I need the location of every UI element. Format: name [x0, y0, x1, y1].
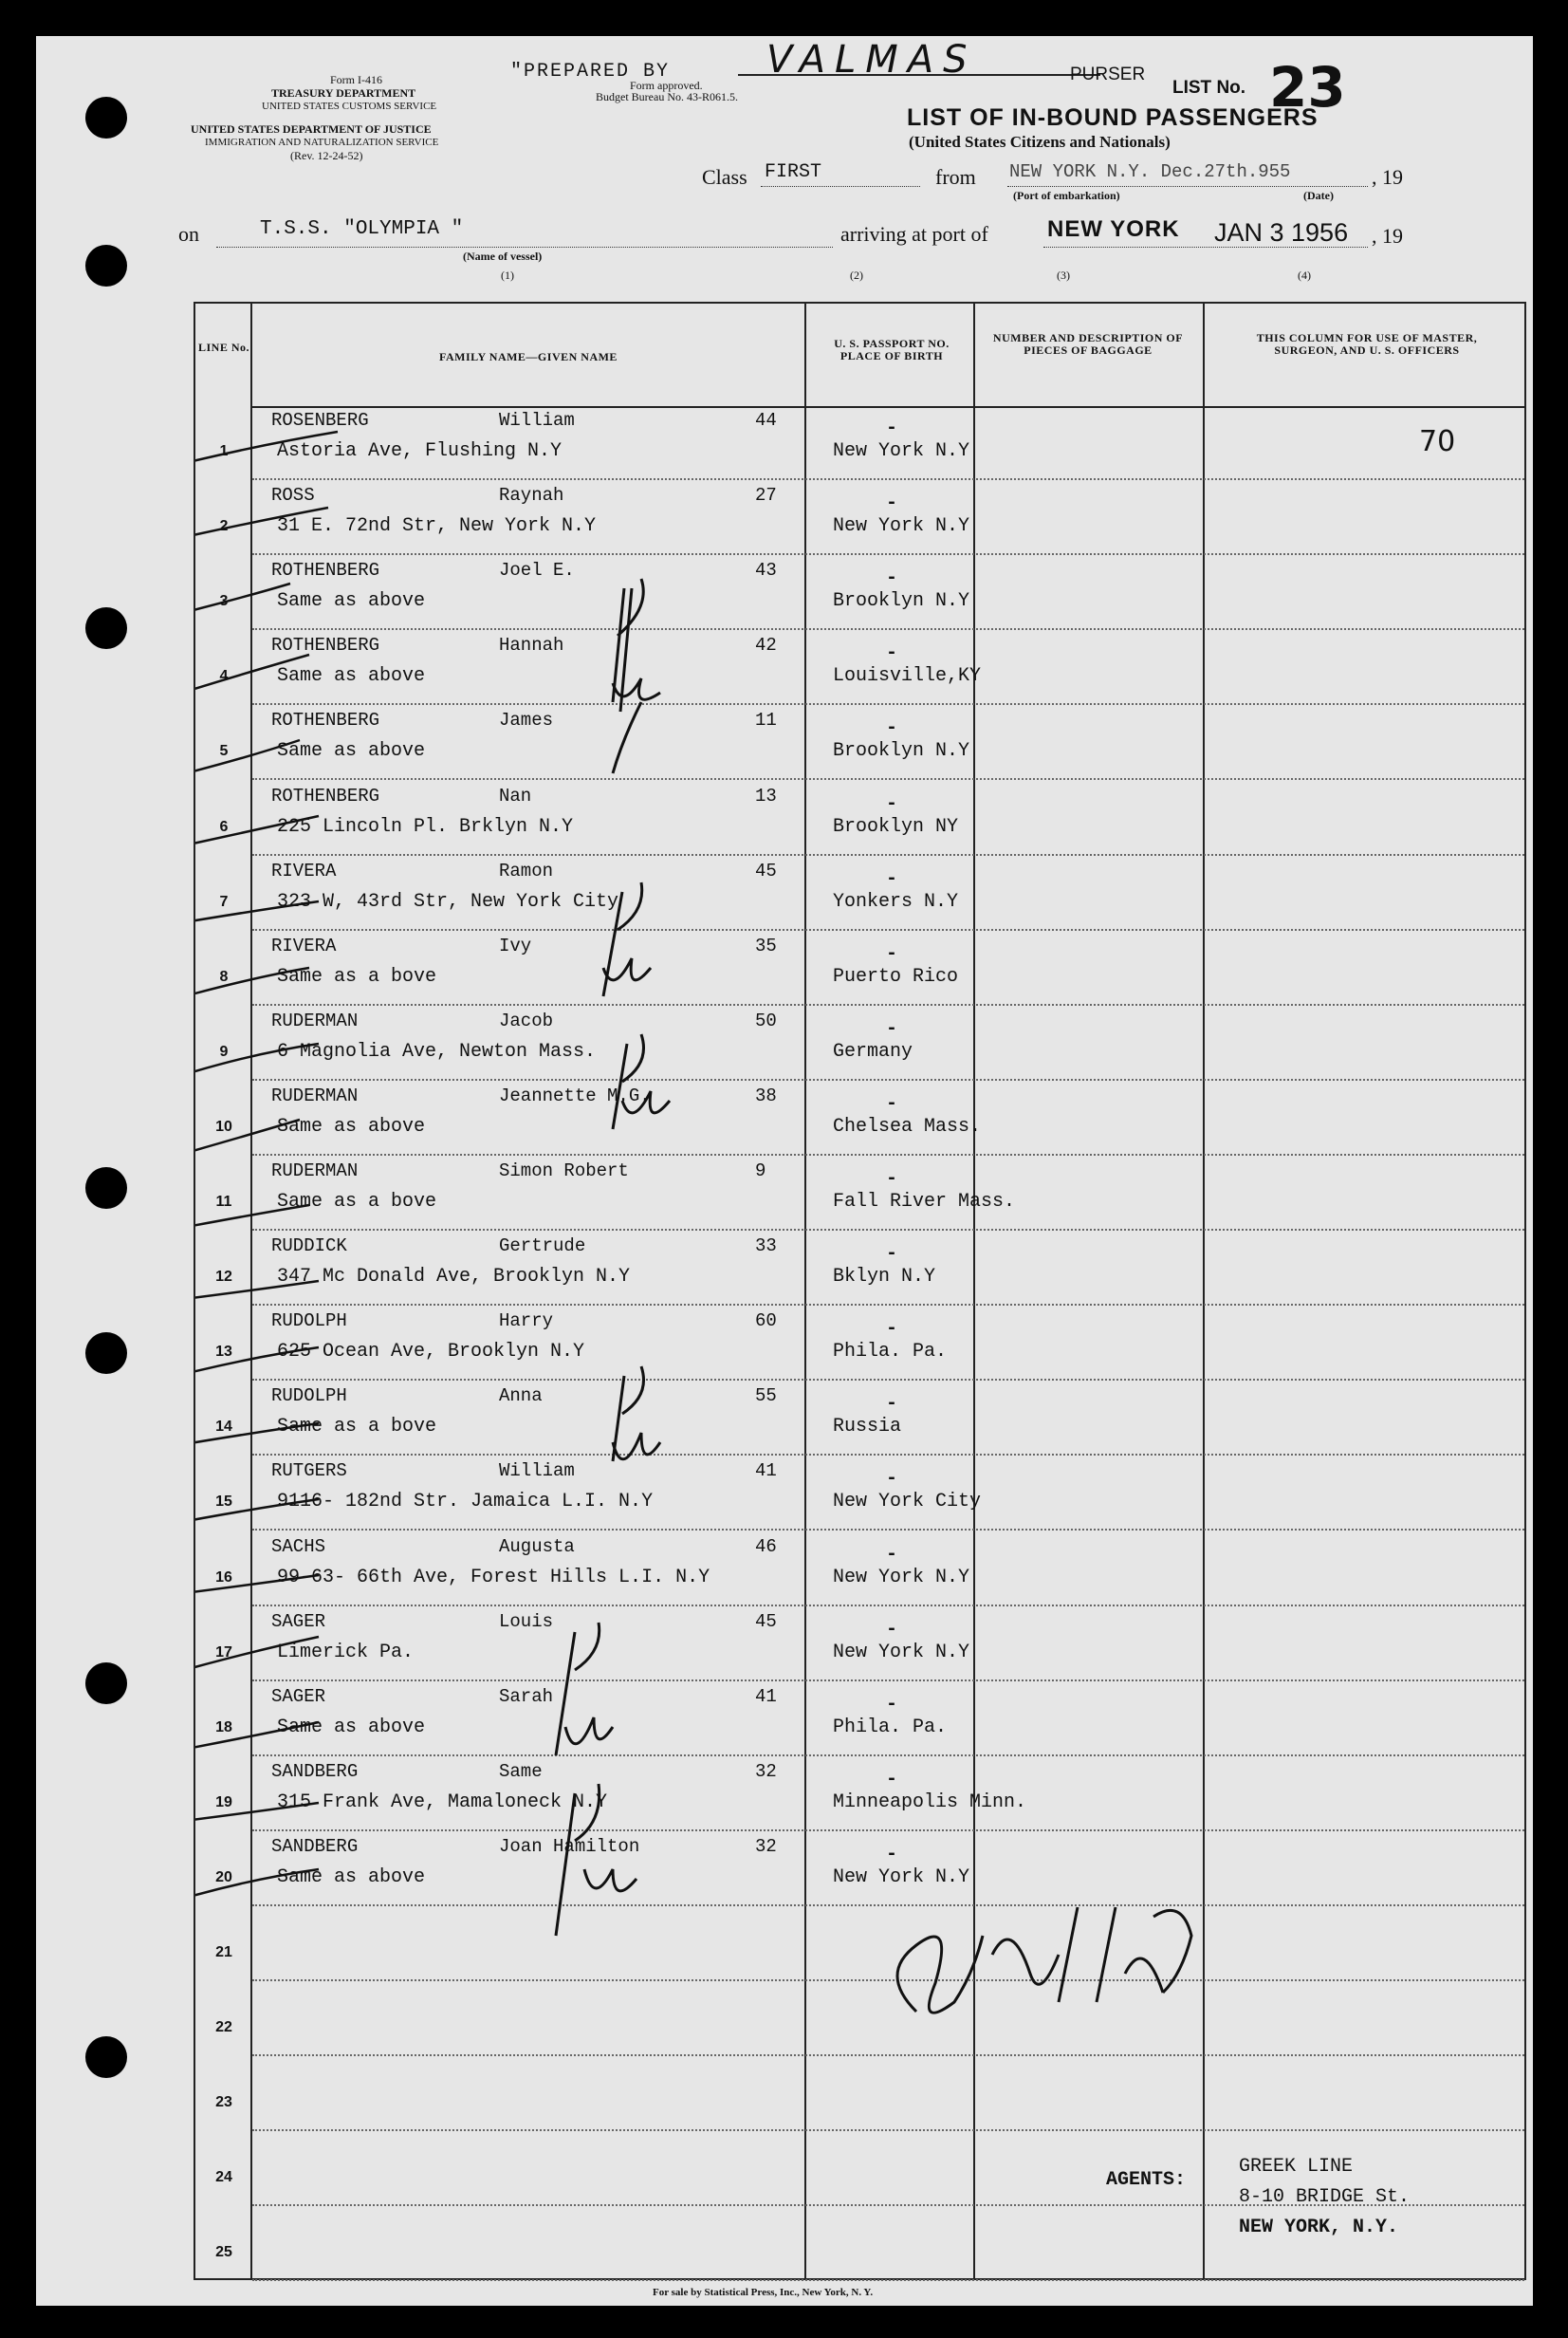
given-name: Raynah: [499, 485, 564, 507]
age: 9: [755, 1160, 766, 1181]
class-label: Class: [702, 165, 747, 189]
table-row: [195, 631, 1524, 706]
form-approved: Form approved.: [630, 79, 703, 92]
passport-no: -: [886, 1393, 898, 1416]
table-row: [195, 2057, 1524, 2132]
family-name: ROTHENBERG: [271, 635, 380, 657]
family-name: RUDERMAN: [271, 1085, 359, 1106]
line-number: 20: [215, 1868, 232, 1885]
table-row: [195, 932, 1524, 1007]
family-name: ROTHENBERG: [271, 785, 380, 807]
place-of-birth: Chelsea Mass.: [833, 1115, 982, 1138]
line-number: 24: [215, 2169, 232, 2186]
table-row: [195, 1457, 1524, 1531]
given-name: Harry: [499, 1310, 554, 1332]
given-name: Ramon: [499, 860, 554, 881]
footer: For sale by Statistical Press, Inc., New York, N. Y.: [653, 2287, 874, 2298]
line-number: 4: [219, 668, 229, 685]
passport-no: -: [886, 1843, 898, 1865]
given-name: William: [499, 410, 575, 431]
given-name: Jacob: [499, 1010, 554, 1031]
passport-no: -: [886, 1017, 898, 1040]
passport-no: -: [886, 642, 898, 665]
place-of-birth: New York N.Y: [833, 1865, 970, 1888]
address: 225 Lincoln Pl. Brklyn N.Y: [277, 815, 574, 838]
list-title: LIST OF IN-BOUND PASSENGERS: [907, 104, 1319, 131]
caption-1: (1): [501, 269, 514, 282]
table-row: [195, 1832, 1524, 1907]
given-name: Ivy: [499, 935, 532, 956]
family-name: SANDBERG: [271, 1760, 359, 1782]
passport-no: -: [886, 1468, 898, 1491]
table-row: [195, 406, 1524, 481]
passport-no: -: [886, 867, 898, 890]
given-name: Jeannette M.G.: [499, 1085, 651, 1106]
passport-no: -: [886, 1318, 898, 1341]
family-name: RIVERA: [271, 935, 337, 956]
table-row: [195, 1007, 1524, 1082]
given-name: James: [499, 710, 554, 732]
line-number: 10: [215, 1118, 232, 1135]
family-name: ROSS: [271, 485, 315, 507]
line-number: 6: [219, 818, 229, 835]
col-header-baggage: NUMBER AND DESCRIPTION OF PIECES OF BAGGAGE: [992, 331, 1184, 357]
passport-no: -: [886, 1618, 898, 1641]
revision: (Rev. 12-24-52): [290, 149, 363, 162]
age: 35: [755, 935, 777, 956]
from-underline: [1007, 186, 1368, 187]
place-of-birth: Bklyn N.Y: [833, 1266, 936, 1289]
binder-hole: [85, 1662, 127, 1704]
purser-label: PURSER: [1070, 65, 1146, 84]
treasury-dept: TREASURY DEPARTMENT: [271, 86, 416, 100]
place-of-birth: Brooklyn N.Y: [833, 590, 970, 613]
family-name: RUDOLPH: [271, 1310, 347, 1332]
address: 99-63- 66th Ave, Forest Hills L.I. N.Y: [277, 1566, 710, 1588]
address: 323 W, 43rd Str, New York City: [277, 890, 619, 913]
list-no: 23: [1269, 55, 1346, 120]
place-of-birth: Puerto Rico: [833, 965, 959, 988]
family-name: SAGER: [271, 1685, 326, 1707]
place-of-birth: Germany: [833, 1040, 913, 1063]
line-number: 13: [215, 1344, 232, 1361]
family-name: SAGER: [271, 1610, 326, 1632]
age: 45: [755, 860, 777, 881]
prepared-by-name: VALMAS: [766, 38, 977, 82]
passport-no: -: [886, 717, 898, 740]
from-label: from: [935, 165, 976, 189]
customs-service: UNITED STATES CUSTOMS SERVICE: [262, 101, 437, 112]
age: 43: [755, 560, 777, 582]
place-of-birth: Russia: [833, 1416, 902, 1438]
agents-line3: NEW YORK, N.Y.: [1239, 2217, 1399, 2238]
family-name: RUTGERS: [271, 1460, 347, 1482]
age: 44: [755, 410, 777, 431]
place-of-birth: Minneapolis Minn.: [833, 1791, 1027, 1813]
given-name: Same: [499, 1760, 543, 1782]
line-number: 5: [219, 743, 229, 760]
place-of-birth: New York N.Y: [833, 515, 970, 538]
line-number: 17: [215, 1643, 232, 1661]
class-underline: [761, 186, 920, 187]
given-name: Augusta: [499, 1535, 575, 1557]
passport-no: -: [886, 492, 898, 515]
address: Same as a bove: [277, 965, 437, 988]
passport-no: -: [886, 1168, 898, 1190]
list-no-label: LIST No.: [1172, 78, 1246, 98]
age: 46: [755, 1535, 777, 1557]
row-divider: [252, 2279, 1524, 2282]
given-name: Simon Robert: [499, 1160, 629, 1181]
from-value: NEW YORK N.Y. Dec.27th.955: [1009, 161, 1291, 182]
given-name: Anna: [499, 1385, 543, 1407]
given-name: Hannah: [499, 635, 564, 657]
officer-note: 70: [1419, 425, 1456, 458]
line-number: 22: [215, 2019, 232, 2036]
passport-no: -: [886, 792, 898, 815]
table-row: [195, 1907, 1524, 1982]
col-header-passport: U. S. PASSPORT NO. PLACE OF BIRTH: [834, 337, 950, 362]
place-of-birth: Fall River Mass.: [833, 1191, 1016, 1213]
on-label: on: [178, 222, 199, 246]
age: 27: [755, 485, 777, 507]
address: 9116- 182nd Str. Jamaica L.I. N.Y: [277, 1491, 654, 1513]
caption-4: (4): [1298, 269, 1311, 282]
place-of-birth: Yonkers N.Y: [833, 890, 959, 913]
line-number: 12: [215, 1269, 232, 1286]
table-row: [195, 1682, 1524, 1757]
family-name: SANDBERG: [271, 1835, 359, 1857]
age: 42: [755, 635, 777, 657]
place-of-birth: Phila. Pa.: [833, 1716, 948, 1738]
table-row: [195, 556, 1524, 631]
caption-3: (3): [1057, 269, 1070, 282]
place-of-birth: Phila. Pa.: [833, 1341, 948, 1364]
line-number: 9: [219, 1043, 229, 1060]
address: Same as above: [277, 665, 426, 688]
passport-no: -: [886, 1543, 898, 1566]
line-number: 11: [215, 1194, 232, 1211]
family-name: ROTHENBERG: [271, 560, 380, 582]
table-row: [195, 1232, 1524, 1307]
given-name: Nan: [499, 785, 532, 807]
address: Same as a bove: [277, 1416, 437, 1438]
line-number: 15: [215, 1494, 232, 1511]
place-of-birth: Louisville,KY: [833, 665, 982, 688]
justice-dept: UNITED STATES DEPARTMENT OF JUSTICE: [191, 122, 432, 136]
given-name: Louis: [499, 1610, 554, 1632]
line-number: 7: [219, 893, 229, 910]
agents-line2: 8-10 BRIDGE St.: [1239, 2186, 1411, 2208]
place-of-birth: New York N.Y: [833, 440, 970, 462]
line-number: 3: [219, 593, 229, 610]
age: 41: [755, 1460, 777, 1482]
place-of-birth: Brooklyn N.Y: [833, 740, 970, 763]
vessel-underline: [216, 247, 833, 248]
arrival-port: NEW YORK: [1047, 216, 1180, 242]
table-row: [195, 1757, 1524, 1832]
line-number: 16: [215, 1568, 232, 1586]
binder-hole: [85, 2036, 127, 2078]
family-name: ROTHENBERG: [271, 710, 380, 732]
given-name: Joan Hamilton: [499, 1835, 640, 1857]
given-name: William: [499, 1460, 575, 1482]
manifest-page: [36, 36, 1533, 2306]
line-number: 2: [219, 518, 229, 535]
table-row: [195, 857, 1524, 932]
table-row: [195, 782, 1524, 857]
col-header-name: FAMILY NAME—GIVEN NAME: [439, 350, 618, 363]
date-caption: (Date): [1303, 189, 1334, 202]
budget-bureau: Budget Bureau No. 43-R061.5.: [596, 90, 738, 103]
age: 32: [755, 1760, 777, 1782]
line-number: 8: [219, 968, 229, 985]
address: 625 Ocean Ave, Brooklyn N.Y: [277, 1341, 585, 1364]
binder-hole: [85, 245, 127, 287]
list-subtitle: (United States Citizens and Nationals): [909, 133, 1171, 151]
year-prefix-1: , 19: [1372, 165, 1403, 189]
age: 11: [755, 710, 777, 732]
address: Same as above: [277, 1865, 426, 1888]
age: 60: [755, 1310, 777, 1332]
arrival-underline: [1043, 247, 1368, 248]
passport-no: -: [886, 567, 898, 590]
arriving-label: arriving at port of: [840, 222, 988, 246]
age: 55: [755, 1385, 777, 1407]
line-number: 1: [219, 443, 229, 460]
address: Same as above: [277, 740, 426, 763]
binder-hole: [85, 1332, 127, 1374]
vessel-caption: (Name of vessel): [463, 250, 543, 263]
family-name: RIVERA: [271, 860, 337, 881]
address: 31 E. 72nd Str, New York N.Y: [277, 515, 597, 538]
family-name: ROSENBERG: [271, 410, 369, 431]
table-row: [195, 1382, 1524, 1457]
given-name: Sarah: [499, 1685, 554, 1707]
line-number: 23: [215, 2094, 232, 2111]
passport-no: -: [886, 942, 898, 965]
address: Astoria Ave, Flushing N.Y: [277, 440, 563, 462]
address: 347 Mc Donald Ave, Brooklyn N.Y: [277, 1266, 631, 1289]
passport-no: -: [886, 1092, 898, 1115]
age: 33: [755, 1235, 777, 1257]
passport-no: -: [886, 1243, 898, 1266]
table-row: [195, 1532, 1524, 1607]
class-value: FIRST: [765, 161, 822, 183]
table-row: [195, 1982, 1524, 2057]
col-header-line: LINE No.: [197, 341, 249, 354]
address: Same as above: [277, 1115, 426, 1138]
table-row: [195, 1307, 1524, 1382]
given-name: Joel E.: [499, 560, 575, 582]
ins-service: IMMIGRATION AND NATURALIZATION SERVICE: [205, 137, 439, 148]
place-of-birth: Brooklyn NY: [833, 815, 959, 838]
family-name: RUDERMAN: [271, 1010, 359, 1031]
port-caption: (Port of embarkation): [1013, 189, 1120, 202]
table-row: [195, 706, 1524, 781]
year-prefix-2: , 19: [1372, 224, 1403, 248]
address: 6 Magnolia Ave, Newton Mass.: [277, 1040, 597, 1063]
prepared-by-label: "PREPARED BY: [510, 61, 671, 83]
age: 50: [755, 1010, 777, 1031]
passport-no: -: [886, 1693, 898, 1716]
agents-label: AGENTS:: [1106, 2169, 1187, 2191]
place-of-birth: New York City: [833, 1491, 982, 1513]
family-name: SACHS: [271, 1535, 326, 1557]
age: 38: [755, 1085, 777, 1106]
line-number: 14: [215, 1419, 232, 1436]
address: Same as above: [277, 590, 426, 613]
age: 45: [755, 1610, 777, 1632]
family-name: RUDOLPH: [271, 1385, 347, 1407]
form-id: Form I-416: [330, 73, 382, 86]
family-name: RUDDICK: [271, 1235, 347, 1257]
given-name: Gertrude: [499, 1235, 586, 1257]
arrival-date: JAN 3 1956: [1214, 218, 1349, 247]
table-row: [195, 1082, 1524, 1157]
agents-line1: GREEK LINE: [1239, 2156, 1354, 2178]
address: Same as above: [277, 1716, 426, 1738]
age: 13: [755, 785, 777, 807]
binder-hole: [85, 607, 127, 649]
passenger-table: [194, 302, 1526, 2280]
passport-no: -: [886, 1768, 898, 1791]
passport-no: -: [886, 418, 898, 439]
age: 32: [755, 1835, 777, 1857]
address: 315 Frank Ave, Mamaloneck N.Y: [277, 1791, 608, 1813]
line-number: 19: [215, 1793, 232, 1810]
age: 41: [755, 1685, 777, 1707]
table-row: [195, 1607, 1524, 1682]
binder-hole: [85, 97, 127, 139]
line-number: 21: [215, 1944, 232, 1961]
address: Limerick Pa.: [277, 1641, 415, 1663]
col-header-officers: THIS COLUMN FOR USE OF MASTER, SURGEON, AND U. S. OFFICERS: [1256, 331, 1478, 357]
line-number: 25: [215, 2244, 232, 2261]
vessel-name: T.S.S. "OLYMPIA ": [260, 218, 464, 240]
table-row: [195, 1157, 1524, 1232]
place-of-birth: New York N.Y: [833, 1566, 970, 1588]
table-row: [195, 481, 1524, 556]
line-number: 18: [215, 1718, 232, 1735]
caption-2: (2): [850, 269, 863, 282]
binder-hole: [85, 1167, 127, 1209]
place-of-birth: New York N.Y: [833, 1641, 970, 1663]
family-name: RUDERMAN: [271, 1160, 359, 1181]
address: Same as a bove: [277, 1191, 437, 1213]
